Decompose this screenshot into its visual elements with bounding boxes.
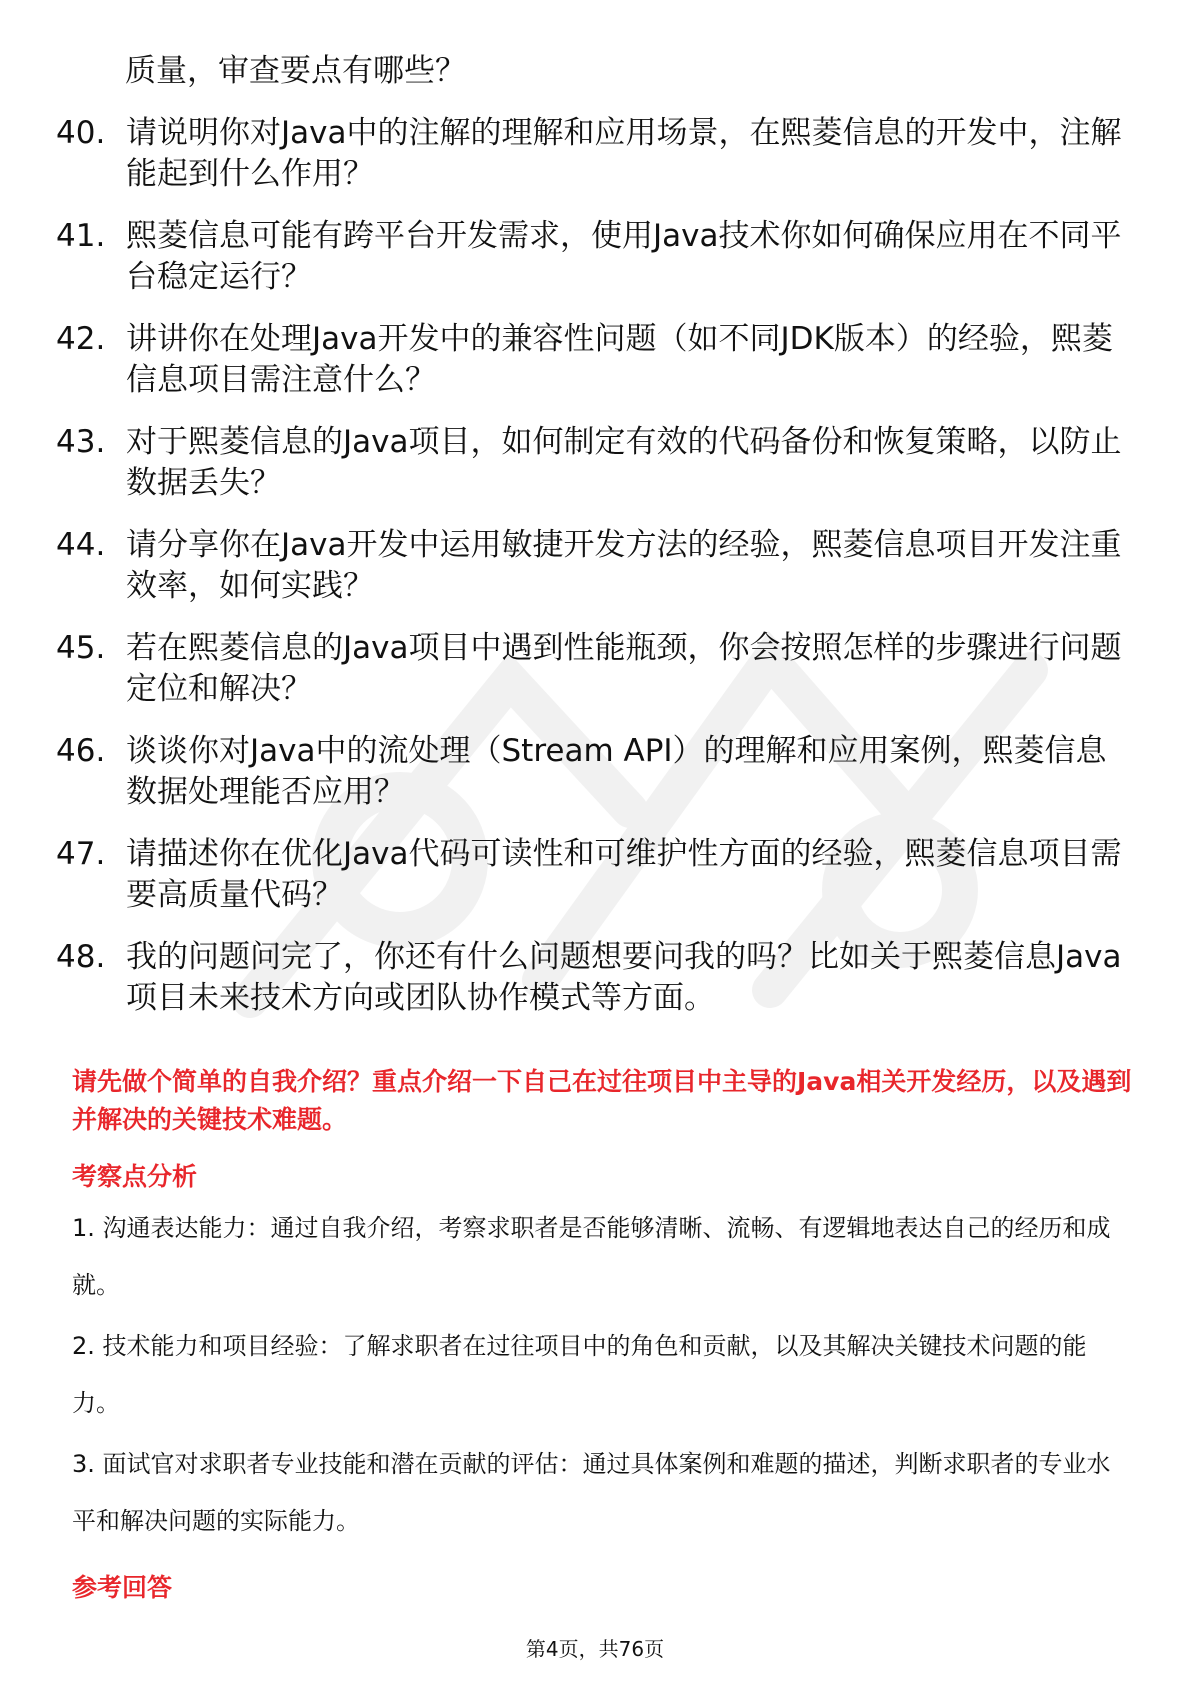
highlighted-question: 请先做个简单的自我介绍？重点介绍一下自己在过往项目中主导的Java相关开发经历，以及遇到并解决的关键技术难题。 [72, 1067, 1132, 1134]
question-text: 请描述你在优化Java代码可读性和可维护性方面的经验，熙菱信息项目需要高质量代码？ [126, 836, 1122, 913]
question-text: 熙菱信息可能有跨平台开发需求，使用Java技术你如何确保应用在不同平台稳定运行？ [126, 218, 1122, 295]
question-number: 43. [56, 424, 106, 460]
analysis-item: 1. 沟通表达能力：通过自我介绍，考察求职者是否能够清晰、流畅、有逻辑地表达自己的经历和成就。 [72, 1214, 1111, 1299]
question-list [56, 113, 1136, 1040]
list-item [56, 731, 1136, 813]
question-number: 44. [56, 527, 106, 563]
question-text: 讲讲你在处理Java开发中的兼容性问题（如不同JDK版本）的经验，熙菱信息项目需注意什么？ [126, 321, 1113, 398]
question-text: 对于熙菱信息的Java项目，如何制定有效的代码备份和恢复策略，以防止数据丢失？ [126, 424, 1122, 501]
question-number: 46. [56, 733, 106, 769]
answer-heading: 参考回答 [72, 1573, 173, 1602]
list-item [56, 937, 1136, 1019]
question-number: 47. [56, 836, 106, 872]
list-item [56, 319, 1136, 401]
list-item [56, 628, 1136, 710]
analysis-item: 3. 面试官对求职者专业技能和潜在贡献的评估：通过具体案例和难题的描述，判断求职者的专业水平和解决问题的实际能力。 [72, 1450, 1111, 1535]
list-item [56, 113, 1136, 195]
question-text: 我的问题问完了，你还有什么问题想要问我的吗？比如关于熙菱信息Java项目未来技术方向或团队协作模式等方面。 [126, 939, 1122, 1016]
list-item [56, 216, 1136, 298]
question-number: 45. [56, 630, 106, 666]
question-number: 40. [56, 115, 106, 151]
analysis-heading: 考察点分析 [72, 1162, 198, 1191]
question-text: 谈谈你对Java中的流处理（Stream API）的理解和应用案例，熙菱信息数据处理能否应用？ [126, 733, 1107, 810]
list-item [56, 422, 1136, 504]
question-number: 41. [56, 218, 106, 254]
list-item [56, 525, 1136, 607]
question-text: 请说明你对Java中的注解的理解和应用场景，在熙菱信息的开发中，注解能起到什么作用？ [126, 115, 1122, 192]
question-number: 42. [56, 321, 106, 357]
question-text: 若在熙菱信息的Java项目中遇到性能瓶颈，你会按照怎样的步骤进行问题定位和解决？ [126, 630, 1122, 707]
question-number: 48. [56, 939, 106, 975]
list-item [56, 834, 1136, 916]
analysis-list [72, 1200, 1127, 1554]
previous-question-continuation: 质量，审查要点有哪些？ [125, 53, 466, 89]
question-text: 请分享你在Java开发中运用敏捷开发方法的经验，熙菱信息项目开发注重效率，如何实践？ [126, 527, 1122, 604]
analysis-item: 2. 技术能力和项目经验：了解求职者在过往项目中的角色和贡献，以及其解决关键技术问题的能力。 [72, 1332, 1087, 1417]
page-number: 第4页，共76页 [525, 1637, 665, 1661]
